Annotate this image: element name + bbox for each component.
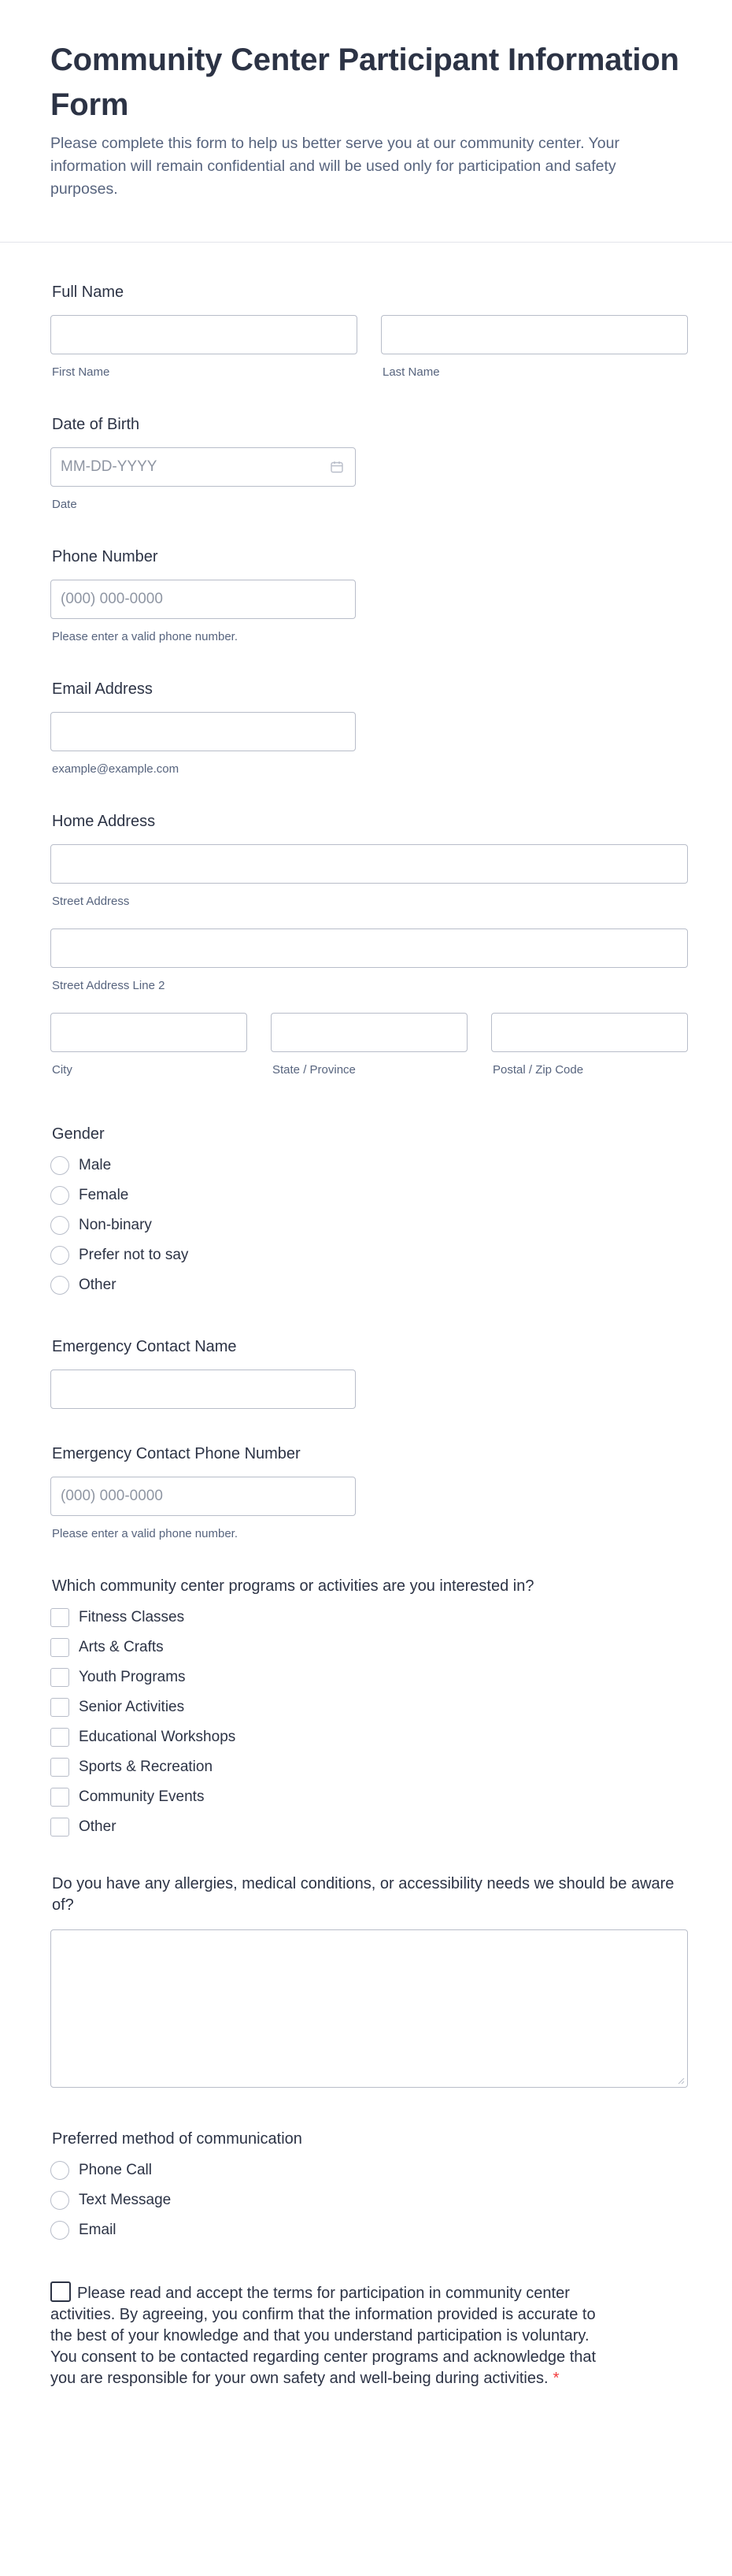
city-input[interactable] [50,1013,247,1052]
phone-placeholder: (000) 000-0000 [61,591,163,607]
gender-option-label: Other [79,1277,116,1293]
radio-button[interactable] [50,2161,69,2180]
dob-label: Date of Birth [52,416,140,433]
street-address-input[interactable] [50,844,688,884]
phone-label: Phone Number [52,548,158,565]
program-option[interactable] [50,1782,688,1812]
programs-options [50,1603,688,1842]
form-header [0,0,732,243]
email-input[interactable] [50,712,356,751]
gender-option-label: Female [79,1187,129,1203]
program-option[interactable] [50,1603,688,1633]
gender-label: Gender [52,1125,105,1143]
radio-button[interactable] [50,2221,69,2240]
gender-option[interactable] [50,1240,688,1270]
terms-text: Please read and accept the terms for participation in community center activities. By agreeing, you confirm that the information provided is accurate to the best of your knowledge and that you understand participation is voluntary. You consent to be contacted regarding center programs and acknowledge that you are responsible for your own safety and well-being during activities. [50,2285,597,2387]
programs-field [50,1577,688,1842]
state-input[interactable] [271,1013,468,1052]
program-option-label: Arts & Crafts [79,1639,164,1655]
communication-option[interactable] [50,2155,688,2185]
dob-placeholder: MM-DD-YYYY [61,458,157,475]
gender-option-label: Prefer not to say [79,1247,189,1263]
emergency-phone-label: Emergency Contact Phone Number [52,1445,301,1462]
gender-option-label: Male [79,1157,112,1173]
emergency-phone-sublabel: Please enter a valid phone number. [52,1527,238,1540]
program-option-label: Fitness Classes [79,1609,185,1625]
program-option[interactable] [50,1633,688,1662]
program-option[interactable] [50,1812,688,1842]
program-option-label: Educational Workshops [79,1729,236,1745]
city-sublabel: City [52,1063,72,1077]
radio-button[interactable] [50,1186,69,1205]
needs-textarea[interactable] [50,1929,688,2088]
radio-button[interactable] [50,1246,69,1265]
email-sublabel: example@example.com [52,762,179,776]
checkbox[interactable] [50,1758,69,1777]
email-field [50,680,688,777]
checkbox[interactable] [50,1668,69,1687]
zip-sublabel: Postal / Zip Code [493,1063,584,1077]
emergency-phone-input[interactable] [50,1477,356,1516]
full-name-label: Full Name [52,284,124,301]
calendar-icon[interactable] [330,460,344,479]
dob-input[interactable] [50,447,356,487]
communication-option[interactable] [50,2215,688,2245]
program-option-label: Youth Programs [79,1669,186,1685]
first-name-input[interactable] [50,315,357,354]
emergency-phone-field [50,1444,688,1541]
program-option[interactable] [50,1752,688,1782]
email-label: Email Address [52,680,153,698]
last-name-sublabel: Last Name [383,365,440,379]
emergency-phone-placeholder: (000) 000-0000 [61,1488,163,1504]
communication-option-label: Text Message [79,2192,172,2208]
radio-button[interactable] [50,1216,69,1235]
required-marker: * [553,2370,560,2387]
full-name-field [50,283,688,380]
program-option-label: Other [79,1818,116,1835]
phone-sublabel: Please enter a valid phone number. [52,630,238,643]
emergency-name-field [50,1337,688,1409]
gender-field [50,1125,688,1300]
program-option-label: Sports & Recreation [79,1759,213,1775]
resize-handle-icon[interactable] [677,2077,685,2085]
gender-option[interactable] [50,1151,688,1181]
needs-field [50,1874,688,2088]
phone-field [50,547,688,644]
communication-option-label: Phone Call [79,2162,152,2178]
radio-button[interactable] [50,1156,69,1175]
communication-options [50,2155,688,2245]
checkbox[interactable] [50,1698,69,1717]
programs-label: Which community center programs or activities are you interested in? [52,1577,534,1595]
emergency-name-input[interactable] [50,1370,356,1409]
needs-label: Do you have any allergies, medical conditions, or accessibility needs we should be aware of? [52,1875,675,1914]
first-name-sublabel: First Name [52,365,110,379]
program-option-label: Senior Activities [79,1699,185,1715]
gender-option-label: Non-binary [79,1217,152,1233]
communication-field [50,2129,688,2245]
communication-option-label: Email [79,2222,116,2238]
dob-sublabel: Date [52,498,77,511]
dob-field [50,415,688,512]
gender-option[interactable] [50,1181,688,1210]
checkbox[interactable] [50,1728,69,1747]
street-address-sublabel: Street Address [52,895,130,908]
gender-option[interactable] [50,1210,688,1240]
terms-field [50,2281,688,2389]
zip-input[interactable] [491,1013,688,1052]
phone-input[interactable] [50,580,356,619]
terms-checkbox[interactable] [50,2281,71,2302]
terms-text-block [50,2281,617,2389]
street-address-line2-input[interactable] [50,928,688,968]
checkbox[interactable] [50,1818,69,1837]
form-title: Community Center Participant Information Form [50,43,679,122]
communication-option[interactable] [50,2185,688,2215]
emergency-name-label: Emergency Contact Name [52,1338,237,1355]
program-option[interactable] [50,1722,688,1752]
communication-label: Preferred method of communication [52,2130,302,2148]
street-address-line2-sublabel: Street Address Line 2 [52,979,165,992]
program-option[interactable] [50,1662,688,1692]
program-option-label: Community Events [79,1788,205,1805]
checkbox[interactable] [50,1788,69,1807]
radio-button[interactable] [50,1276,69,1295]
last-name-input[interactable] [381,315,688,354]
checkbox[interactable] [50,1638,69,1657]
address-field [50,812,688,1077]
radio-button[interactable] [50,2191,69,2210]
state-sublabel: State / Province [272,1063,356,1077]
form-description: Please complete this form to help us better serve you at our community center. Your information will remain confidential and will be used only for participation and safety purposes. [50,135,619,198]
address-label: Home Address [52,813,156,830]
program-option[interactable] [50,1692,688,1722]
checkbox[interactable] [50,1608,69,1627]
gender-options [50,1151,688,1300]
gender-option[interactable] [50,1270,688,1300]
